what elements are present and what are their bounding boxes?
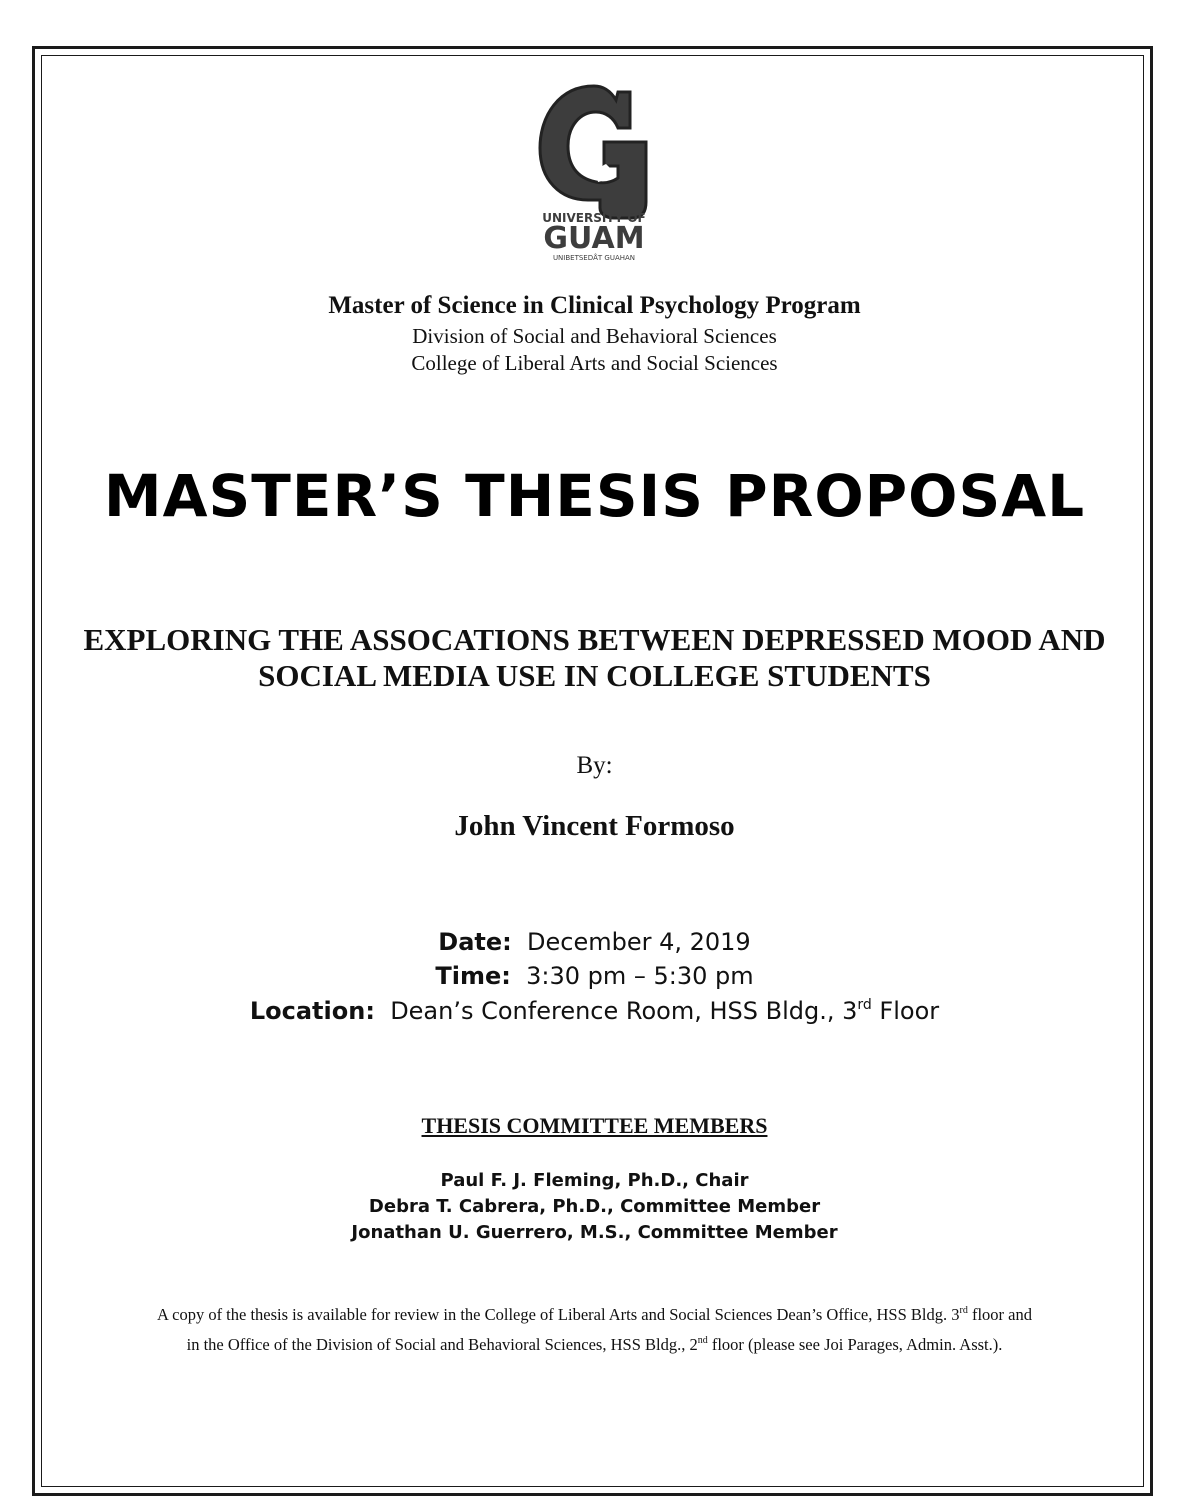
logo-line3: UNIBETSEDÅT GUAHAN [552, 254, 636, 262]
location-sup: rd [857, 997, 872, 1013]
location-label: Location: [249, 997, 375, 1025]
time-label: Time: [435, 962, 511, 990]
note-sup: rd [959, 1305, 968, 1316]
availability-note-line2 [0, 1328, 1189, 1358]
committee-member: Debra T. Cabrera, Ph.D., Committee Member [368, 1196, 821, 1217]
division-name: Division of Social and Behavioral Sciences [412, 324, 777, 348]
time-value: 3:30 pm – 5:30 pm [526, 962, 754, 990]
note-text: in the Office of the Division of Social and Behavioral Sciences, HSS Bldg., 2 [186, 1335, 698, 1354]
location-tail: Floor [871, 997, 940, 1025]
committee-heading: THESIS COMMITTEE MEMBERS [421, 1113, 768, 1138]
author-name: John Vincent Formoso [454, 810, 735, 842]
committee-member: Jonathan U. Guerrero, M.S., Committee Member [351, 1222, 838, 1243]
university-logo [534, 82, 654, 262]
thesis-title [0, 622, 1189, 694]
program-name: Master of Science in Clinical Psychology Program [328, 292, 861, 319]
note-text: A copy of the thesis is available for review in the College of Liberal Arts and Social Sciences Dean’s Office, HSS Bldg. 3 [156, 1305, 960, 1324]
time-line [0, 962, 1189, 990]
college-name: College of Liberal Arts and Social Sciences [411, 351, 778, 375]
date-value: December 4, 2019 [527, 928, 751, 956]
note-text: floor and [967, 1305, 1032, 1324]
date-line [0, 928, 1189, 956]
committee-member: Paul F. J. Fleming, Ph.D., Chair [440, 1170, 749, 1191]
location-value: Dean’s Conference Room, HSS Bldg., 3 [390, 997, 858, 1025]
logo-line2: GUAM [543, 221, 645, 256]
thesis-title-line2: SOCIAL MEDIA USE IN COLLEGE STUDENTS [258, 658, 931, 693]
thesis-title-line1: EXPLORING THE ASSOCATIONS BETWEEN DEPRESSED MOOD AND [83, 622, 1106, 657]
document-title: MASTER’S THESIS PROPOSAL [103, 462, 1086, 530]
note-sup: nd [697, 1335, 708, 1346]
date-label: Date: [438, 928, 512, 956]
availability-note-line1 [0, 1298, 1189, 1328]
note-text: floor (please see Joi Parages, Admin. Asst.). [707, 1335, 1003, 1354]
logo-line1: UNIVERSITY OF [542, 211, 646, 225]
by-label: By: [576, 752, 613, 779]
location-line [0, 997, 1189, 1025]
availability-note [0, 1298, 1189, 1358]
